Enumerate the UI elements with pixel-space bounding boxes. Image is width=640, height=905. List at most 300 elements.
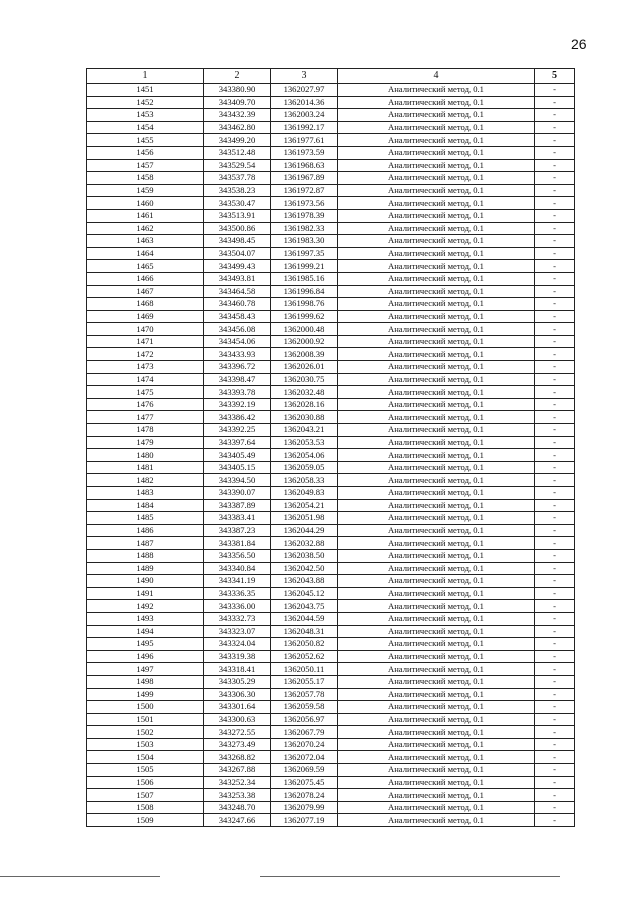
table-cell-col-1: 1479 bbox=[87, 436, 204, 449]
table-cell-col-2: 343252.34 bbox=[204, 776, 271, 789]
table-cell-col-4: Аналитический метод, 0.1 bbox=[338, 625, 535, 638]
table-cell-col-5: - bbox=[535, 524, 575, 537]
table-cell-col-4: Аналитический метод, 0.1 bbox=[338, 612, 535, 625]
table-cell-col-5: - bbox=[535, 625, 575, 638]
table-cell-col-2: 343529.54 bbox=[204, 159, 271, 172]
table-cell-col-2: 343456.08 bbox=[204, 323, 271, 336]
table-cell-col-2: 343306.30 bbox=[204, 688, 271, 701]
table-cell-col-4: Аналитический метод, 0.1 bbox=[338, 726, 535, 739]
table-row bbox=[87, 575, 575, 588]
table-cell-col-3: 1362000.92 bbox=[271, 335, 338, 348]
table-cell-col-5: - bbox=[535, 701, 575, 714]
table-cell-col-5: - bbox=[535, 197, 575, 210]
table-cell-col-5: - bbox=[535, 726, 575, 739]
table-cell-col-2: 343253.38 bbox=[204, 789, 271, 802]
table-cell-col-1: 1507 bbox=[87, 789, 204, 802]
table-cell-col-5: - bbox=[535, 424, 575, 437]
table-cell-col-4: Аналитический метод, 0.1 bbox=[338, 411, 535, 424]
table-cell-col-4: Аналитический метод, 0.1 bbox=[338, 499, 535, 512]
table-cell-col-2: 343397.64 bbox=[204, 436, 271, 449]
table-cell-col-3: 1362077.19 bbox=[271, 814, 338, 827]
table-cell-col-2: 343513.91 bbox=[204, 209, 271, 222]
table-cell-col-3: 1361999.62 bbox=[271, 310, 338, 323]
table-cell-col-3: 1361977.61 bbox=[271, 134, 338, 147]
table-cell-col-3: 1362003.24 bbox=[271, 109, 338, 122]
table-cell-col-4: Аналитический метод, 0.1 bbox=[338, 675, 535, 688]
table-cell-col-2: 343387.23 bbox=[204, 524, 271, 537]
table-cell-col-3: 1362043.75 bbox=[271, 600, 338, 613]
table-cell-col-2: 343380.90 bbox=[204, 84, 271, 97]
table-cell-col-2: 343405.15 bbox=[204, 461, 271, 474]
table-cell-col-4: Аналитический метод, 0.1 bbox=[338, 424, 535, 437]
table-row bbox=[87, 562, 575, 575]
table-cell-col-4: Аналитический метод, 0.1 bbox=[338, 84, 535, 97]
table-cell-col-5: - bbox=[535, 688, 575, 701]
table-cell-col-3: 1362014.36 bbox=[271, 96, 338, 109]
table-cell-col-5: - bbox=[535, 386, 575, 399]
table-row bbox=[87, 184, 575, 197]
table-cell-col-2: 343460.78 bbox=[204, 298, 271, 311]
table-cell-col-4: Аналитический метод, 0.1 bbox=[338, 663, 535, 676]
table-cell-col-3: 1362026.01 bbox=[271, 361, 338, 374]
table-row bbox=[87, 449, 575, 462]
table-cell-col-1: 1474 bbox=[87, 373, 204, 386]
table-cell-col-2: 343409.70 bbox=[204, 96, 271, 109]
table-cell-col-4: Аналитический метод, 0.1 bbox=[338, 172, 535, 185]
table-cell-col-3: 1362072.04 bbox=[271, 751, 338, 764]
table-cell-col-5: - bbox=[535, 638, 575, 651]
table-cell-col-3: 1362054.21 bbox=[271, 499, 338, 512]
table-cell-col-2: 343319.38 bbox=[204, 650, 271, 663]
table-cell-col-5: - bbox=[535, 209, 575, 222]
table-row bbox=[87, 96, 575, 109]
table-cell-col-5: - bbox=[535, 587, 575, 600]
table-cell-col-4: Аналитический метод, 0.1 bbox=[338, 310, 535, 323]
table-cell-col-3: 1361973.59 bbox=[271, 146, 338, 159]
table-cell-col-4: Аналитический метод, 0.1 bbox=[338, 537, 535, 550]
table-cell-col-3: 1362044.29 bbox=[271, 524, 338, 537]
table-cell-col-4: Аналитический метод, 0.1 bbox=[338, 575, 535, 588]
table-cell-col-3: 1361997.35 bbox=[271, 247, 338, 260]
table-cell-col-5: - bbox=[535, 247, 575, 260]
table-cell-col-5: - bbox=[535, 260, 575, 273]
table-cell-col-1: 1464 bbox=[87, 247, 204, 260]
table-cell-col-2: 343454.06 bbox=[204, 335, 271, 348]
table-cell-col-1: 1484 bbox=[87, 499, 204, 512]
table-cell-col-5: - bbox=[535, 272, 575, 285]
table-cell-col-2: 343324.04 bbox=[204, 638, 271, 651]
table-cell-col-3: 1362054.06 bbox=[271, 449, 338, 462]
table-cell-col-1: 1500 bbox=[87, 701, 204, 714]
table-cell-col-3: 1362079.99 bbox=[271, 801, 338, 814]
header-col-3: 3 bbox=[271, 69, 338, 84]
table-cell-col-3: 1362043.88 bbox=[271, 575, 338, 588]
table-cell-col-5: - bbox=[535, 436, 575, 449]
table-cell-col-2: 343394.50 bbox=[204, 474, 271, 487]
table-cell-col-3: 1362055.17 bbox=[271, 675, 338, 688]
table-cell-col-4: Аналитический метод, 0.1 bbox=[338, 751, 535, 764]
table-cell-col-2: 343458.43 bbox=[204, 310, 271, 323]
table-cell-col-1: 1455 bbox=[87, 134, 204, 147]
table-cell-col-3: 1361999.21 bbox=[271, 260, 338, 273]
table-cell-col-3: 1362059.58 bbox=[271, 701, 338, 714]
table-cell-col-1: 1476 bbox=[87, 398, 204, 411]
table-header-row bbox=[87, 69, 575, 84]
table-cell-col-1: 1465 bbox=[87, 260, 204, 273]
table-cell-col-3: 1362050.82 bbox=[271, 638, 338, 651]
table-cell-col-3: 1362057.78 bbox=[271, 688, 338, 701]
table-cell-col-1: 1469 bbox=[87, 310, 204, 323]
table-row bbox=[87, 109, 575, 122]
table-cell-col-1: 1472 bbox=[87, 348, 204, 361]
table-cell-col-3: 1362056.97 bbox=[271, 713, 338, 726]
table-cell-col-1: 1466 bbox=[87, 272, 204, 285]
table-cell-col-2: 343272.55 bbox=[204, 726, 271, 739]
table-cell-col-5: - bbox=[535, 499, 575, 512]
table-cell-col-3: 1362053.53 bbox=[271, 436, 338, 449]
table-cell-col-1: 1504 bbox=[87, 751, 204, 764]
table-row bbox=[87, 335, 575, 348]
table-cell-col-1: 1493 bbox=[87, 612, 204, 625]
table-cell-col-2: 343273.49 bbox=[204, 738, 271, 751]
table-cell-col-5: - bbox=[535, 134, 575, 147]
table-row bbox=[87, 650, 575, 663]
table-cell-col-1: 1491 bbox=[87, 587, 204, 600]
table-row bbox=[87, 726, 575, 739]
table-cell-col-1: 1488 bbox=[87, 549, 204, 562]
table-row bbox=[87, 361, 575, 374]
table-cell-col-2: 343500.86 bbox=[204, 222, 271, 235]
table-cell-col-1: 1475 bbox=[87, 386, 204, 399]
table-cell-col-1: 1492 bbox=[87, 600, 204, 613]
table-cell-col-4: Аналитический метод, 0.1 bbox=[338, 764, 535, 777]
table-cell-col-2: 343530.47 bbox=[204, 197, 271, 210]
table-cell-col-5: - bbox=[535, 461, 575, 474]
table-cell-col-5: - bbox=[535, 663, 575, 676]
table-cell-col-2: 343392.25 bbox=[204, 424, 271, 437]
table-cell-col-2: 343318.41 bbox=[204, 663, 271, 676]
table-cell-col-1: 1460 bbox=[87, 197, 204, 210]
table-cell-col-4: Аналитический метод, 0.1 bbox=[338, 272, 535, 285]
table-cell-col-5: - bbox=[535, 713, 575, 726]
table-cell-col-4: Аналитический метод, 0.1 bbox=[338, 159, 535, 172]
table-cell-col-4: Аналитический метод, 0.1 bbox=[338, 549, 535, 562]
table-cell-col-1: 1486 bbox=[87, 524, 204, 537]
table-cell-col-3: 1362051.98 bbox=[271, 512, 338, 525]
header-col-4: 4 bbox=[338, 69, 535, 84]
table-row bbox=[87, 247, 575, 260]
table-row bbox=[87, 663, 575, 676]
table-row bbox=[87, 713, 575, 726]
table-cell-col-4: Аналитический метод, 0.1 bbox=[338, 713, 535, 726]
table-row bbox=[87, 751, 575, 764]
table-row bbox=[87, 121, 575, 134]
table-row bbox=[87, 436, 575, 449]
table-cell-col-5: - bbox=[535, 285, 575, 298]
table-cell-col-1: 1454 bbox=[87, 121, 204, 134]
table-row bbox=[87, 222, 575, 235]
table-cell-col-5: - bbox=[535, 222, 575, 235]
coordinates-table bbox=[86, 68, 575, 827]
table-cell-col-1: 1509 bbox=[87, 814, 204, 827]
table-cell-col-2: 343537.78 bbox=[204, 172, 271, 185]
table-cell-col-2: 343247.66 bbox=[204, 814, 271, 827]
table-cell-col-1: 1468 bbox=[87, 298, 204, 311]
table-cell-col-2: 343512.48 bbox=[204, 146, 271, 159]
table-cell-col-3: 1361972.87 bbox=[271, 184, 338, 197]
table-cell-col-2: 343336.00 bbox=[204, 600, 271, 613]
table-row bbox=[87, 461, 575, 474]
table-row bbox=[87, 474, 575, 487]
table-cell-col-3: 1361985.16 bbox=[271, 272, 338, 285]
table-cell-col-3: 1362049.83 bbox=[271, 487, 338, 500]
table-cell-col-3: 1361982.33 bbox=[271, 222, 338, 235]
table-cell-col-2: 343538.23 bbox=[204, 184, 271, 197]
table-cell-col-2: 343323.07 bbox=[204, 625, 271, 638]
table-row bbox=[87, 373, 575, 386]
table-cell-col-5: - bbox=[535, 184, 575, 197]
table-cell-col-1: 1501 bbox=[87, 713, 204, 726]
table-row bbox=[87, 625, 575, 638]
table-cell-col-4: Аналитический метод, 0.1 bbox=[338, 146, 535, 159]
table-cell-col-2: 343332.73 bbox=[204, 612, 271, 625]
table-cell-col-1: 1499 bbox=[87, 688, 204, 701]
table-row bbox=[87, 512, 575, 525]
table-cell-col-4: Аналитический метод, 0.1 bbox=[338, 235, 535, 248]
table-cell-col-4: Аналитический метод, 0.1 bbox=[338, 247, 535, 260]
table-cell-col-1: 1456 bbox=[87, 146, 204, 159]
table-cell-col-4: Аналитический метод, 0.1 bbox=[338, 209, 535, 222]
table-cell-col-1: 1494 bbox=[87, 625, 204, 638]
table-cell-col-1: 1452 bbox=[87, 96, 204, 109]
table-cell-col-1: 1471 bbox=[87, 335, 204, 348]
table-cell-col-3: 1362030.88 bbox=[271, 411, 338, 424]
table-cell-col-3: 1361992.17 bbox=[271, 121, 338, 134]
table-cell-col-4: Аналитический метод, 0.1 bbox=[338, 96, 535, 109]
table-cell-col-4: Аналитический метод, 0.1 bbox=[338, 789, 535, 802]
table-row bbox=[87, 386, 575, 399]
table-row bbox=[87, 776, 575, 789]
table-row bbox=[87, 285, 575, 298]
table-row bbox=[87, 600, 575, 613]
table-cell-col-2: 343268.82 bbox=[204, 751, 271, 764]
table-cell-col-5: - bbox=[535, 562, 575, 575]
table-cell-col-3: 1362027.97 bbox=[271, 84, 338, 97]
table-cell-col-4: Аналитический метод, 0.1 bbox=[338, 335, 535, 348]
table-row bbox=[87, 801, 575, 814]
table-row bbox=[87, 84, 575, 97]
table-row bbox=[87, 272, 575, 285]
table-row bbox=[87, 549, 575, 562]
table-cell-col-1: 1489 bbox=[87, 562, 204, 575]
table-cell-col-3: 1361978.39 bbox=[271, 209, 338, 222]
table-cell-col-4: Аналитический метод, 0.1 bbox=[338, 222, 535, 235]
table-cell-col-3: 1362000.48 bbox=[271, 323, 338, 336]
table-cell-col-4: Аналитический метод, 0.1 bbox=[338, 512, 535, 525]
table-cell-col-1: 1481 bbox=[87, 461, 204, 474]
table-row bbox=[87, 524, 575, 537]
table-cell-col-3: 1361968.63 bbox=[271, 159, 338, 172]
table-cell-col-4: Аналитический метод, 0.1 bbox=[338, 801, 535, 814]
table-cell-col-2: 343432.39 bbox=[204, 109, 271, 122]
table-row bbox=[87, 134, 575, 147]
table-cell-col-3: 1362067.79 bbox=[271, 726, 338, 739]
table-cell-col-5: - bbox=[535, 575, 575, 588]
table-cell-col-3: 1362045.12 bbox=[271, 587, 338, 600]
table-cell-col-2: 343267.88 bbox=[204, 764, 271, 777]
table-cell-col-3: 1361973.56 bbox=[271, 197, 338, 210]
table-cell-col-1: 1459 bbox=[87, 184, 204, 197]
table-cell-col-3: 1362078.24 bbox=[271, 789, 338, 802]
table-cell-col-5: - bbox=[535, 323, 575, 336]
table-row bbox=[87, 738, 575, 751]
table-cell-col-4: Аналитический метод, 0.1 bbox=[338, 197, 535, 210]
table-cell-col-3: 1362050.11 bbox=[271, 663, 338, 676]
table-cell-col-4: Аналитический метод, 0.1 bbox=[338, 449, 535, 462]
table-cell-col-2: 343405.49 bbox=[204, 449, 271, 462]
table-cell-col-4: Аналитический метод, 0.1 bbox=[338, 638, 535, 651]
table-row bbox=[87, 537, 575, 550]
table-cell-col-3: 1362032.88 bbox=[271, 537, 338, 550]
table-cell-col-5: - bbox=[535, 650, 575, 663]
table-cell-col-1: 1505 bbox=[87, 764, 204, 777]
table-cell-col-5: - bbox=[535, 348, 575, 361]
table-cell-col-3: 1362075.45 bbox=[271, 776, 338, 789]
table-cell-col-5: - bbox=[535, 398, 575, 411]
table-cell-col-2: 343498.45 bbox=[204, 235, 271, 248]
table-cell-col-1: 1506 bbox=[87, 776, 204, 789]
table-cell-col-2: 343356.50 bbox=[204, 549, 271, 562]
table-row bbox=[87, 675, 575, 688]
table-row bbox=[87, 411, 575, 424]
table-row bbox=[87, 348, 575, 361]
table-cell-col-3: 1362059.05 bbox=[271, 461, 338, 474]
table-cell-col-1: 1490 bbox=[87, 575, 204, 588]
table-cell-col-5: - bbox=[535, 764, 575, 777]
table-cell-col-3: 1362030.75 bbox=[271, 373, 338, 386]
table-cell-col-5: - bbox=[535, 121, 575, 134]
table-cell-col-2: 343381.84 bbox=[204, 537, 271, 550]
table-cell-col-1: 1478 bbox=[87, 424, 204, 437]
table-cell-col-5: - bbox=[535, 96, 575, 109]
page-number: 26 bbox=[571, 36, 587, 52]
table-cell-col-2: 343396.72 bbox=[204, 361, 271, 374]
table-cell-col-4: Аналитический метод, 0.1 bbox=[338, 361, 535, 374]
table-cell-col-4: Аналитический метод, 0.1 bbox=[338, 260, 535, 273]
table-cell-col-3: 1361998.76 bbox=[271, 298, 338, 311]
table-cell-col-5: - bbox=[535, 549, 575, 562]
table-cell-col-2: 343392.19 bbox=[204, 398, 271, 411]
table-cell-col-2: 343248.70 bbox=[204, 801, 271, 814]
table-cell-col-4: Аналитический метод, 0.1 bbox=[338, 701, 535, 714]
table-cell-col-4: Аналитический метод, 0.1 bbox=[338, 562, 535, 575]
table-cell-col-4: Аналитический метод, 0.1 bbox=[338, 184, 535, 197]
table-row bbox=[87, 172, 575, 185]
table-cell-col-3: 1362070.24 bbox=[271, 738, 338, 751]
table-cell-col-4: Аналитический метод, 0.1 bbox=[338, 373, 535, 386]
table-cell-col-4: Аналитический метод, 0.1 bbox=[338, 487, 535, 500]
table-row bbox=[87, 310, 575, 323]
table-cell-col-4: Аналитический метод, 0.1 bbox=[338, 776, 535, 789]
table-cell-col-1: 1451 bbox=[87, 84, 204, 97]
table-cell-col-2: 343499.20 bbox=[204, 134, 271, 147]
table-cell-col-1: 1470 bbox=[87, 323, 204, 336]
table-cell-col-1: 1457 bbox=[87, 159, 204, 172]
table-row bbox=[87, 764, 575, 777]
table-cell-col-2: 343341.19 bbox=[204, 575, 271, 588]
table-cell-col-3: 1362069.59 bbox=[271, 764, 338, 777]
table-row bbox=[87, 612, 575, 625]
scan-edge-line bbox=[260, 876, 560, 877]
table-cell-col-1: 1458 bbox=[87, 172, 204, 185]
table-cell-col-3: 1362043.21 bbox=[271, 424, 338, 437]
table-row bbox=[87, 499, 575, 512]
table-cell-col-4: Аналитический метод, 0.1 bbox=[338, 461, 535, 474]
table-cell-col-4: Аналитический метод, 0.1 bbox=[338, 398, 535, 411]
table-cell-col-4: Аналитический метод, 0.1 bbox=[338, 600, 535, 613]
table-cell-col-1: 1461 bbox=[87, 209, 204, 222]
table-cell-col-4: Аналитический метод, 0.1 bbox=[338, 348, 535, 361]
table-cell-col-1: 1463 bbox=[87, 235, 204, 248]
table-cell-col-2: 343300.63 bbox=[204, 713, 271, 726]
table-cell-col-4: Аналитический метод, 0.1 bbox=[338, 587, 535, 600]
table-cell-col-2: 343398.47 bbox=[204, 373, 271, 386]
scan-edge-line bbox=[0, 876, 160, 877]
table-cell-col-5: - bbox=[535, 411, 575, 424]
table-row bbox=[87, 209, 575, 222]
table-cell-col-5: - bbox=[535, 814, 575, 827]
table-cell-col-4: Аналитический метод, 0.1 bbox=[338, 688, 535, 701]
header-col-5: 5 bbox=[535, 69, 575, 84]
table-cell-col-2: 343499.43 bbox=[204, 260, 271, 273]
header-col-2: 2 bbox=[204, 69, 271, 84]
table-cell-col-2: 343462.80 bbox=[204, 121, 271, 134]
table-row bbox=[87, 260, 575, 273]
table-cell-col-5: - bbox=[535, 612, 575, 625]
table-cell-col-4: Аналитический метод, 0.1 bbox=[338, 524, 535, 537]
table-cell-col-2: 343387.89 bbox=[204, 499, 271, 512]
table-cell-col-5: - bbox=[535, 449, 575, 462]
table-cell-col-5: - bbox=[535, 159, 575, 172]
table-cell-col-5: - bbox=[535, 474, 575, 487]
table-cell-col-5: - bbox=[535, 109, 575, 122]
table-cell-col-5: - bbox=[535, 235, 575, 248]
table-cell-col-4: Аналитический метод, 0.1 bbox=[338, 474, 535, 487]
table-cell-col-4: Аналитический метод, 0.1 bbox=[338, 285, 535, 298]
table-row bbox=[87, 701, 575, 714]
table-cell-col-2: 343504.07 bbox=[204, 247, 271, 260]
table-cell-col-2: 343390.07 bbox=[204, 487, 271, 500]
table-cell-col-1: 1487 bbox=[87, 537, 204, 550]
table-cell-col-5: - bbox=[535, 298, 575, 311]
table-cell-col-5: - bbox=[535, 738, 575, 751]
table-cell-col-1: 1482 bbox=[87, 474, 204, 487]
table-cell-col-1: 1508 bbox=[87, 801, 204, 814]
table-cell-col-1: 1483 bbox=[87, 487, 204, 500]
header-col-1: 1 bbox=[87, 69, 204, 84]
table-cell-col-3: 1362028.16 bbox=[271, 398, 338, 411]
table-cell-col-5: - bbox=[535, 310, 575, 323]
table-cell-col-4: Аналитический метод, 0.1 bbox=[338, 814, 535, 827]
table-cell-col-2: 343305.29 bbox=[204, 675, 271, 688]
table-cell-col-3: 1362032.48 bbox=[271, 386, 338, 399]
table-cell-col-4: Аналитический метод, 0.1 bbox=[338, 650, 535, 663]
table-cell-col-4: Аналитический метод, 0.1 bbox=[338, 298, 535, 311]
table-cell-col-1: 1462 bbox=[87, 222, 204, 235]
table-cell-col-2: 343393.78 bbox=[204, 386, 271, 399]
table-row bbox=[87, 146, 575, 159]
table-cell-col-5: - bbox=[535, 172, 575, 185]
